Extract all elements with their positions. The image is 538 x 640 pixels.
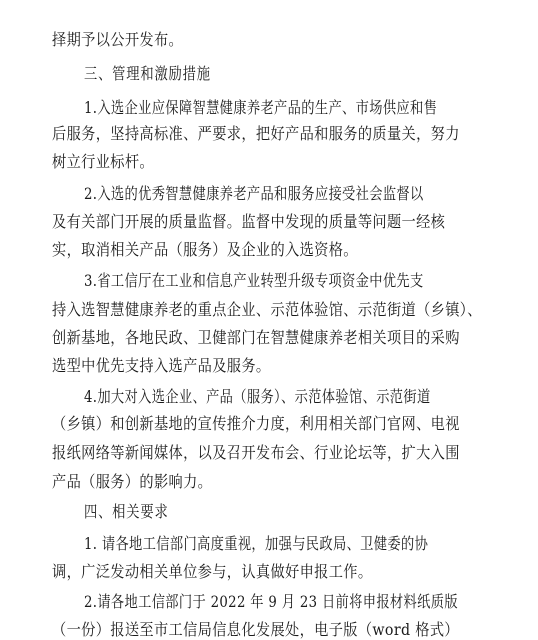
body-line: 选型中优先支持入选产品及服务。 — [52, 356, 271, 375]
paragraph-start: 4.加大对入选企业、产品（服务）、示范体验馆、示范街道 — [84, 387, 431, 406]
body-line: 持入选智慧健康养老的重点企业、示范体验馆、示范街道（乡镇）、 — [52, 300, 482, 319]
body-line: （乡镇）和创新基地的宣传推介力度，利用相关部门官网、电视 — [52, 414, 460, 433]
section-heading-4: 四、相关要求 — [84, 502, 169, 521]
paragraph-start: 3.省工信厅在工业和信息产业转型升级专项资金中优先支 — [84, 271, 424, 290]
body-line: 创新基地，各地民政、卫健部门在智慧健康养老相关项目的采购 — [52, 328, 460, 347]
section-heading-3: 三、管理和激励措施 — [84, 64, 211, 83]
paragraph-start: 1.入选企业应保障智慧健康养老产品的生产、市场供应和售 — [84, 98, 438, 117]
body-line: 实，取消相关产品（服务）及企业的入选资格。 — [52, 240, 358, 259]
body-line: 树立行业标杆。 — [52, 152, 154, 171]
paragraph-start: 2.入选的优秀智慧健康养老产品和服务应接受社会监督以 — [84, 184, 424, 203]
body-line: 后服务，坚持高标准、严要求，把好产品和服务的质量关，努力 — [52, 124, 460, 143]
body-line: 调，广泛发动相关单位参与，认真做好申报工作。 — [52, 562, 373, 581]
paragraph-start: 1. 请各地工信部门高度重视，加强与民政局、卫健委的协 — [84, 534, 429, 553]
body-line: 报纸网络等新闻媒体，以及召开发布会、行业论坛等，扩大入围 — [52, 443, 460, 462]
body-line: （一份）报送至市工信局信息化发展处，电子版（word 格式） — [52, 620, 459, 639]
paragraph-start: 2.请各地工信部门于 2022 年 9 月 23 日前将申报材料纸质版 — [84, 592, 458, 611]
body-line: 择期予以公开发布。 — [52, 30, 184, 49]
body-line: 产品（服务）的影响力。 — [52, 472, 213, 491]
body-line: 及有关部门开展的质量监督。监督中发现的质量等问题一经核 — [52, 212, 446, 231]
